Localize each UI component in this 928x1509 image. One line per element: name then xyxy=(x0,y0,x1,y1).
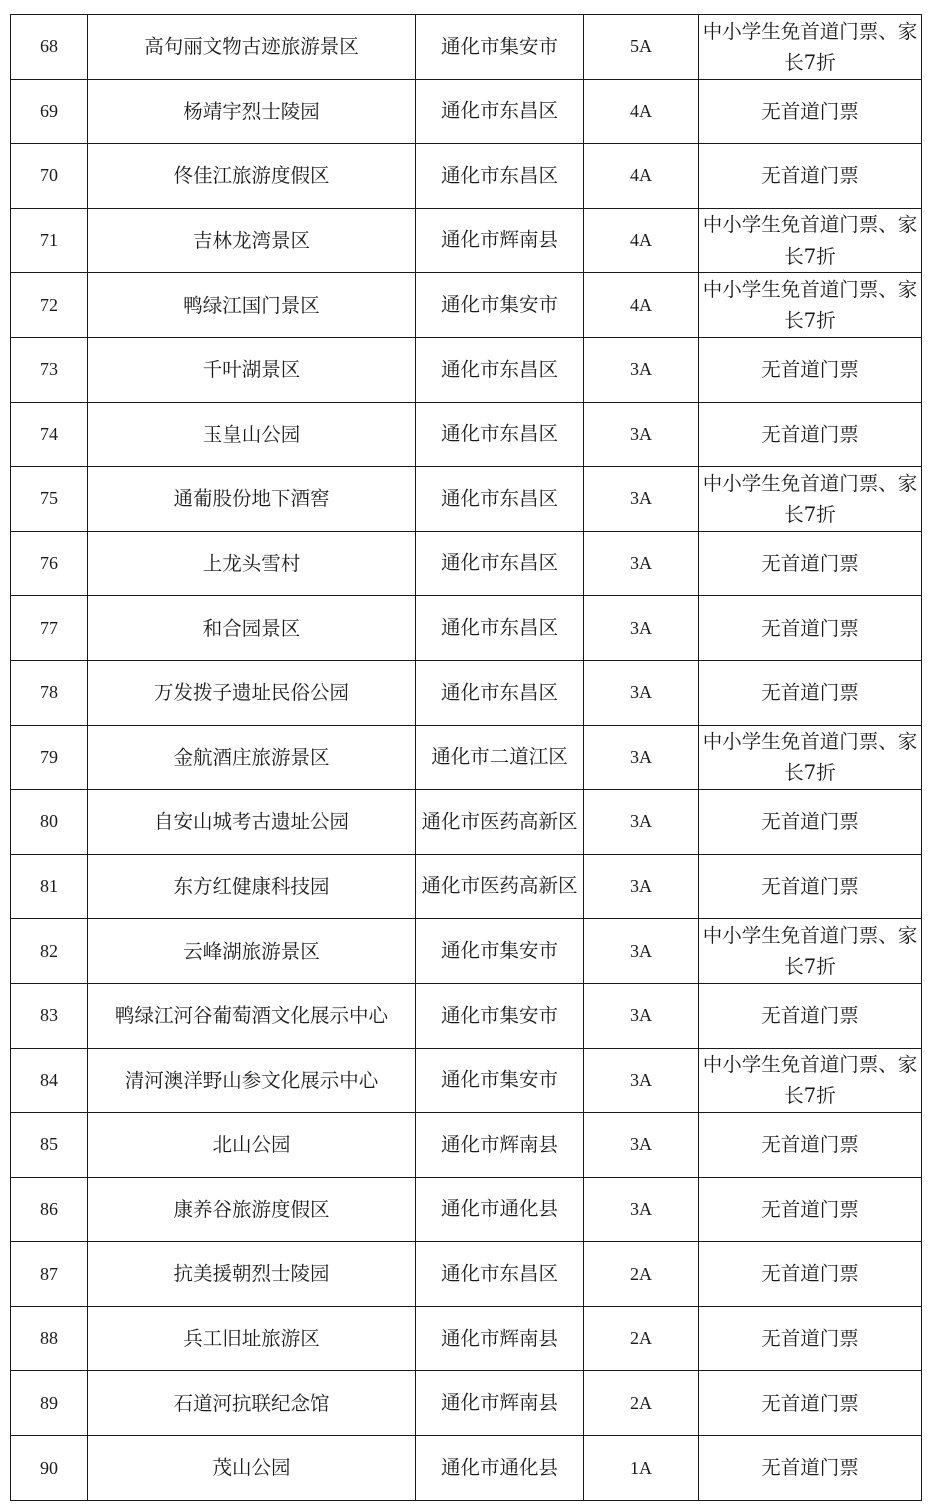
scenic-spot-location: 通化市医药高新区 xyxy=(416,790,584,855)
table-row xyxy=(11,854,922,919)
row-number: 86 xyxy=(11,1177,88,1242)
scenic-spot-level: 3A xyxy=(584,531,699,596)
scenic-spot-name: 茂山公园 xyxy=(88,1436,416,1501)
scenic-spot-location: 通化市东昌区 xyxy=(416,531,584,596)
table-body xyxy=(11,15,922,1501)
ticket-policy: 无首道门票 xyxy=(699,1371,922,1436)
ticket-policy: 无首道门票 xyxy=(699,983,922,1048)
row-number: 83 xyxy=(11,983,88,1048)
scenic-spot-name: 东方红健康科技园 xyxy=(88,854,416,919)
row-number: 73 xyxy=(11,337,88,402)
ticket-policy: 中小学生免首道门票、家长7折 xyxy=(699,15,922,80)
scenic-spot-name: 和合园景区 xyxy=(88,596,416,661)
scenic-spot-location: 通化市医药高新区 xyxy=(416,854,584,919)
ticket-policy: 无首道门票 xyxy=(699,402,922,467)
scenic-spot-name: 金航酒庄旅游景区 xyxy=(88,725,416,790)
table-row xyxy=(11,208,922,273)
scenic-spot-level: 5A xyxy=(584,15,699,80)
scenic-spot-level: 3A xyxy=(584,983,699,1048)
scenic-spot-level: 3A xyxy=(584,1113,699,1178)
scenic-spot-level: 1A xyxy=(584,1436,699,1501)
ticket-policy: 无首道门票 xyxy=(699,144,922,209)
scenic-spot-level: 3A xyxy=(584,1177,699,1242)
row-number: 70 xyxy=(11,144,88,209)
scenic-spot-location: 通化市二道江区 xyxy=(416,725,584,790)
scenic-spot-location: 通化市集安市 xyxy=(416,15,584,80)
scenic-spot-level: 4A xyxy=(584,273,699,338)
ticket-policy: 无首道门票 xyxy=(699,1306,922,1371)
row-number: 80 xyxy=(11,790,88,855)
row-number: 72 xyxy=(11,273,88,338)
table-row xyxy=(11,402,922,467)
scenic-spot-name: 杨靖宇烈士陵园 xyxy=(88,79,416,144)
scenic-spot-name: 鸭绿江国门景区 xyxy=(88,273,416,338)
scenic-spot-name: 佟佳江旅游度假区 xyxy=(88,144,416,209)
scenic-spot-location: 通化市东昌区 xyxy=(416,660,584,725)
row-number: 85 xyxy=(11,1113,88,1178)
ticket-policy: 无首道门票 xyxy=(699,854,922,919)
scenic-spot-level: 3A xyxy=(584,854,699,919)
scenic-spot-name: 兵工旧址旅游区 xyxy=(88,1306,416,1371)
row-number: 79 xyxy=(11,725,88,790)
table-row xyxy=(11,725,922,790)
scenic-spot-location: 通化市东昌区 xyxy=(416,1242,584,1307)
table-row xyxy=(11,79,922,144)
row-number: 87 xyxy=(11,1242,88,1307)
ticket-policy: 无首道门票 xyxy=(699,596,922,661)
row-number: 76 xyxy=(11,531,88,596)
scenic-spot-level: 3A xyxy=(584,402,699,467)
scenic-spot-level: 4A xyxy=(584,208,699,273)
scenic-spot-name: 北山公园 xyxy=(88,1113,416,1178)
ticket-policy: 无首道门票 xyxy=(699,1436,922,1501)
scenic-spot-location: 通化市东昌区 xyxy=(416,596,584,661)
scenic-spot-level: 2A xyxy=(584,1371,699,1436)
ticket-policy: 无首道门票 xyxy=(699,790,922,855)
scenic-spots-table xyxy=(10,14,922,1501)
table-row xyxy=(11,1371,922,1436)
scenic-spot-level: 3A xyxy=(584,919,699,984)
scenic-spot-location: 通化市东昌区 xyxy=(416,467,584,532)
row-number: 74 xyxy=(11,402,88,467)
scenic-spot-location: 通化市集安市 xyxy=(416,983,584,1048)
table-row xyxy=(11,144,922,209)
ticket-policy: 中小学生免首道门票、家长7折 xyxy=(699,467,922,532)
scenic-spot-name: 通葡股份地下酒窖 xyxy=(88,467,416,532)
table-row xyxy=(11,15,922,80)
row-number: 84 xyxy=(11,1048,88,1113)
scenic-spot-level: 3A xyxy=(584,790,699,855)
scenic-spot-name: 高句丽文物古迹旅游景区 xyxy=(88,15,416,80)
scenic-spot-location: 通化市东昌区 xyxy=(416,337,584,402)
table-row xyxy=(11,337,922,402)
scenic-spot-level: 3A xyxy=(584,467,699,532)
table-row xyxy=(11,919,922,984)
row-number: 75 xyxy=(11,467,88,532)
scenic-spot-location: 通化市东昌区 xyxy=(416,79,584,144)
scenic-spot-location: 通化市集安市 xyxy=(416,1048,584,1113)
ticket-policy: 无首道门票 xyxy=(699,1177,922,1242)
row-number: 69 xyxy=(11,79,88,144)
scenic-spot-name: 万发拨子遗址民俗公园 xyxy=(88,660,416,725)
scenic-spot-level: 3A xyxy=(584,596,699,661)
scenic-spot-level: 4A xyxy=(584,144,699,209)
ticket-policy: 无首道门票 xyxy=(699,1242,922,1307)
row-number: 81 xyxy=(11,854,88,919)
scenic-spot-location: 通化市东昌区 xyxy=(416,402,584,467)
scenic-spot-location: 通化市集安市 xyxy=(416,919,584,984)
scenic-spot-name: 鸭绿江河谷葡萄酒文化展示中心 xyxy=(88,983,416,1048)
scenic-spot-name: 吉林龙湾景区 xyxy=(88,208,416,273)
scenic-spot-name: 上龙头雪村 xyxy=(88,531,416,596)
scenic-spot-location: 通化市东昌区 xyxy=(416,144,584,209)
ticket-policy: 中小学生免首道门票、家长7折 xyxy=(699,919,922,984)
scenic-spot-level: 3A xyxy=(584,660,699,725)
ticket-policy: 无首道门票 xyxy=(699,531,922,596)
scenic-spot-name: 自安山城考古遗址公园 xyxy=(88,790,416,855)
table-row xyxy=(11,660,922,725)
ticket-policy: 无首道门票 xyxy=(699,337,922,402)
scenic-spot-level: 4A xyxy=(584,79,699,144)
scenic-spot-level: 2A xyxy=(584,1242,699,1307)
scenic-spot-name: 玉皇山公园 xyxy=(88,402,416,467)
ticket-policy: 无首道门票 xyxy=(699,79,922,144)
scenic-spot-location: 通化市通化县 xyxy=(416,1177,584,1242)
table-row xyxy=(11,1048,922,1113)
table-row xyxy=(11,1436,922,1501)
table-row xyxy=(11,273,922,338)
scenic-spot-level: 3A xyxy=(584,725,699,790)
row-number: 78 xyxy=(11,660,88,725)
ticket-policy: 中小学生免首道门票、家长7折 xyxy=(699,725,922,790)
table-row xyxy=(11,1306,922,1371)
scenic-spot-location: 通化市集安市 xyxy=(416,273,584,338)
row-number: 88 xyxy=(11,1306,88,1371)
scenic-spot-location: 通化市辉南县 xyxy=(416,208,584,273)
scenic-spot-location: 通化市通化县 xyxy=(416,1436,584,1501)
row-number: 82 xyxy=(11,919,88,984)
ticket-policy: 无首道门票 xyxy=(699,660,922,725)
scenic-spot-location: 通化市辉南县 xyxy=(416,1306,584,1371)
scenic-spot-name: 云峰湖旅游景区 xyxy=(88,919,416,984)
ticket-policy: 中小学生免首道门票、家长7折 xyxy=(699,1048,922,1113)
scenic-spot-name: 康养谷旅游度假区 xyxy=(88,1177,416,1242)
scenic-spot-name: 千叶湖景区 xyxy=(88,337,416,402)
table-row xyxy=(11,467,922,532)
table-row xyxy=(11,1177,922,1242)
scenic-spot-location: 通化市辉南县 xyxy=(416,1113,584,1178)
ticket-policy: 无首道门票 xyxy=(699,1113,922,1178)
scenic-spot-name: 清河澳洋野山参文化展示中心 xyxy=(88,1048,416,1113)
row-number: 68 xyxy=(11,15,88,80)
scenic-spot-level: 3A xyxy=(584,1048,699,1113)
scenic-spot-location: 通化市辉南县 xyxy=(416,1371,584,1436)
row-number: 90 xyxy=(11,1436,88,1501)
row-number: 71 xyxy=(11,208,88,273)
row-number: 89 xyxy=(11,1371,88,1436)
table-row xyxy=(11,983,922,1048)
table-row xyxy=(11,790,922,855)
row-number: 77 xyxy=(11,596,88,661)
ticket-policy: 中小学生免首道门票、家长7折 xyxy=(699,208,922,273)
table-row xyxy=(11,1113,922,1178)
scenic-spot-name: 石道河抗联纪念馆 xyxy=(88,1371,416,1436)
table-row xyxy=(11,1242,922,1307)
scenic-spot-level: 3A xyxy=(584,337,699,402)
scenic-spot-name: 抗美援朝烈士陵园 xyxy=(88,1242,416,1307)
ticket-policy: 中小学生免首道门票、家长7折 xyxy=(699,273,922,338)
table-row xyxy=(11,531,922,596)
table-row xyxy=(11,596,922,661)
scenic-spot-level: 2A xyxy=(584,1306,699,1371)
